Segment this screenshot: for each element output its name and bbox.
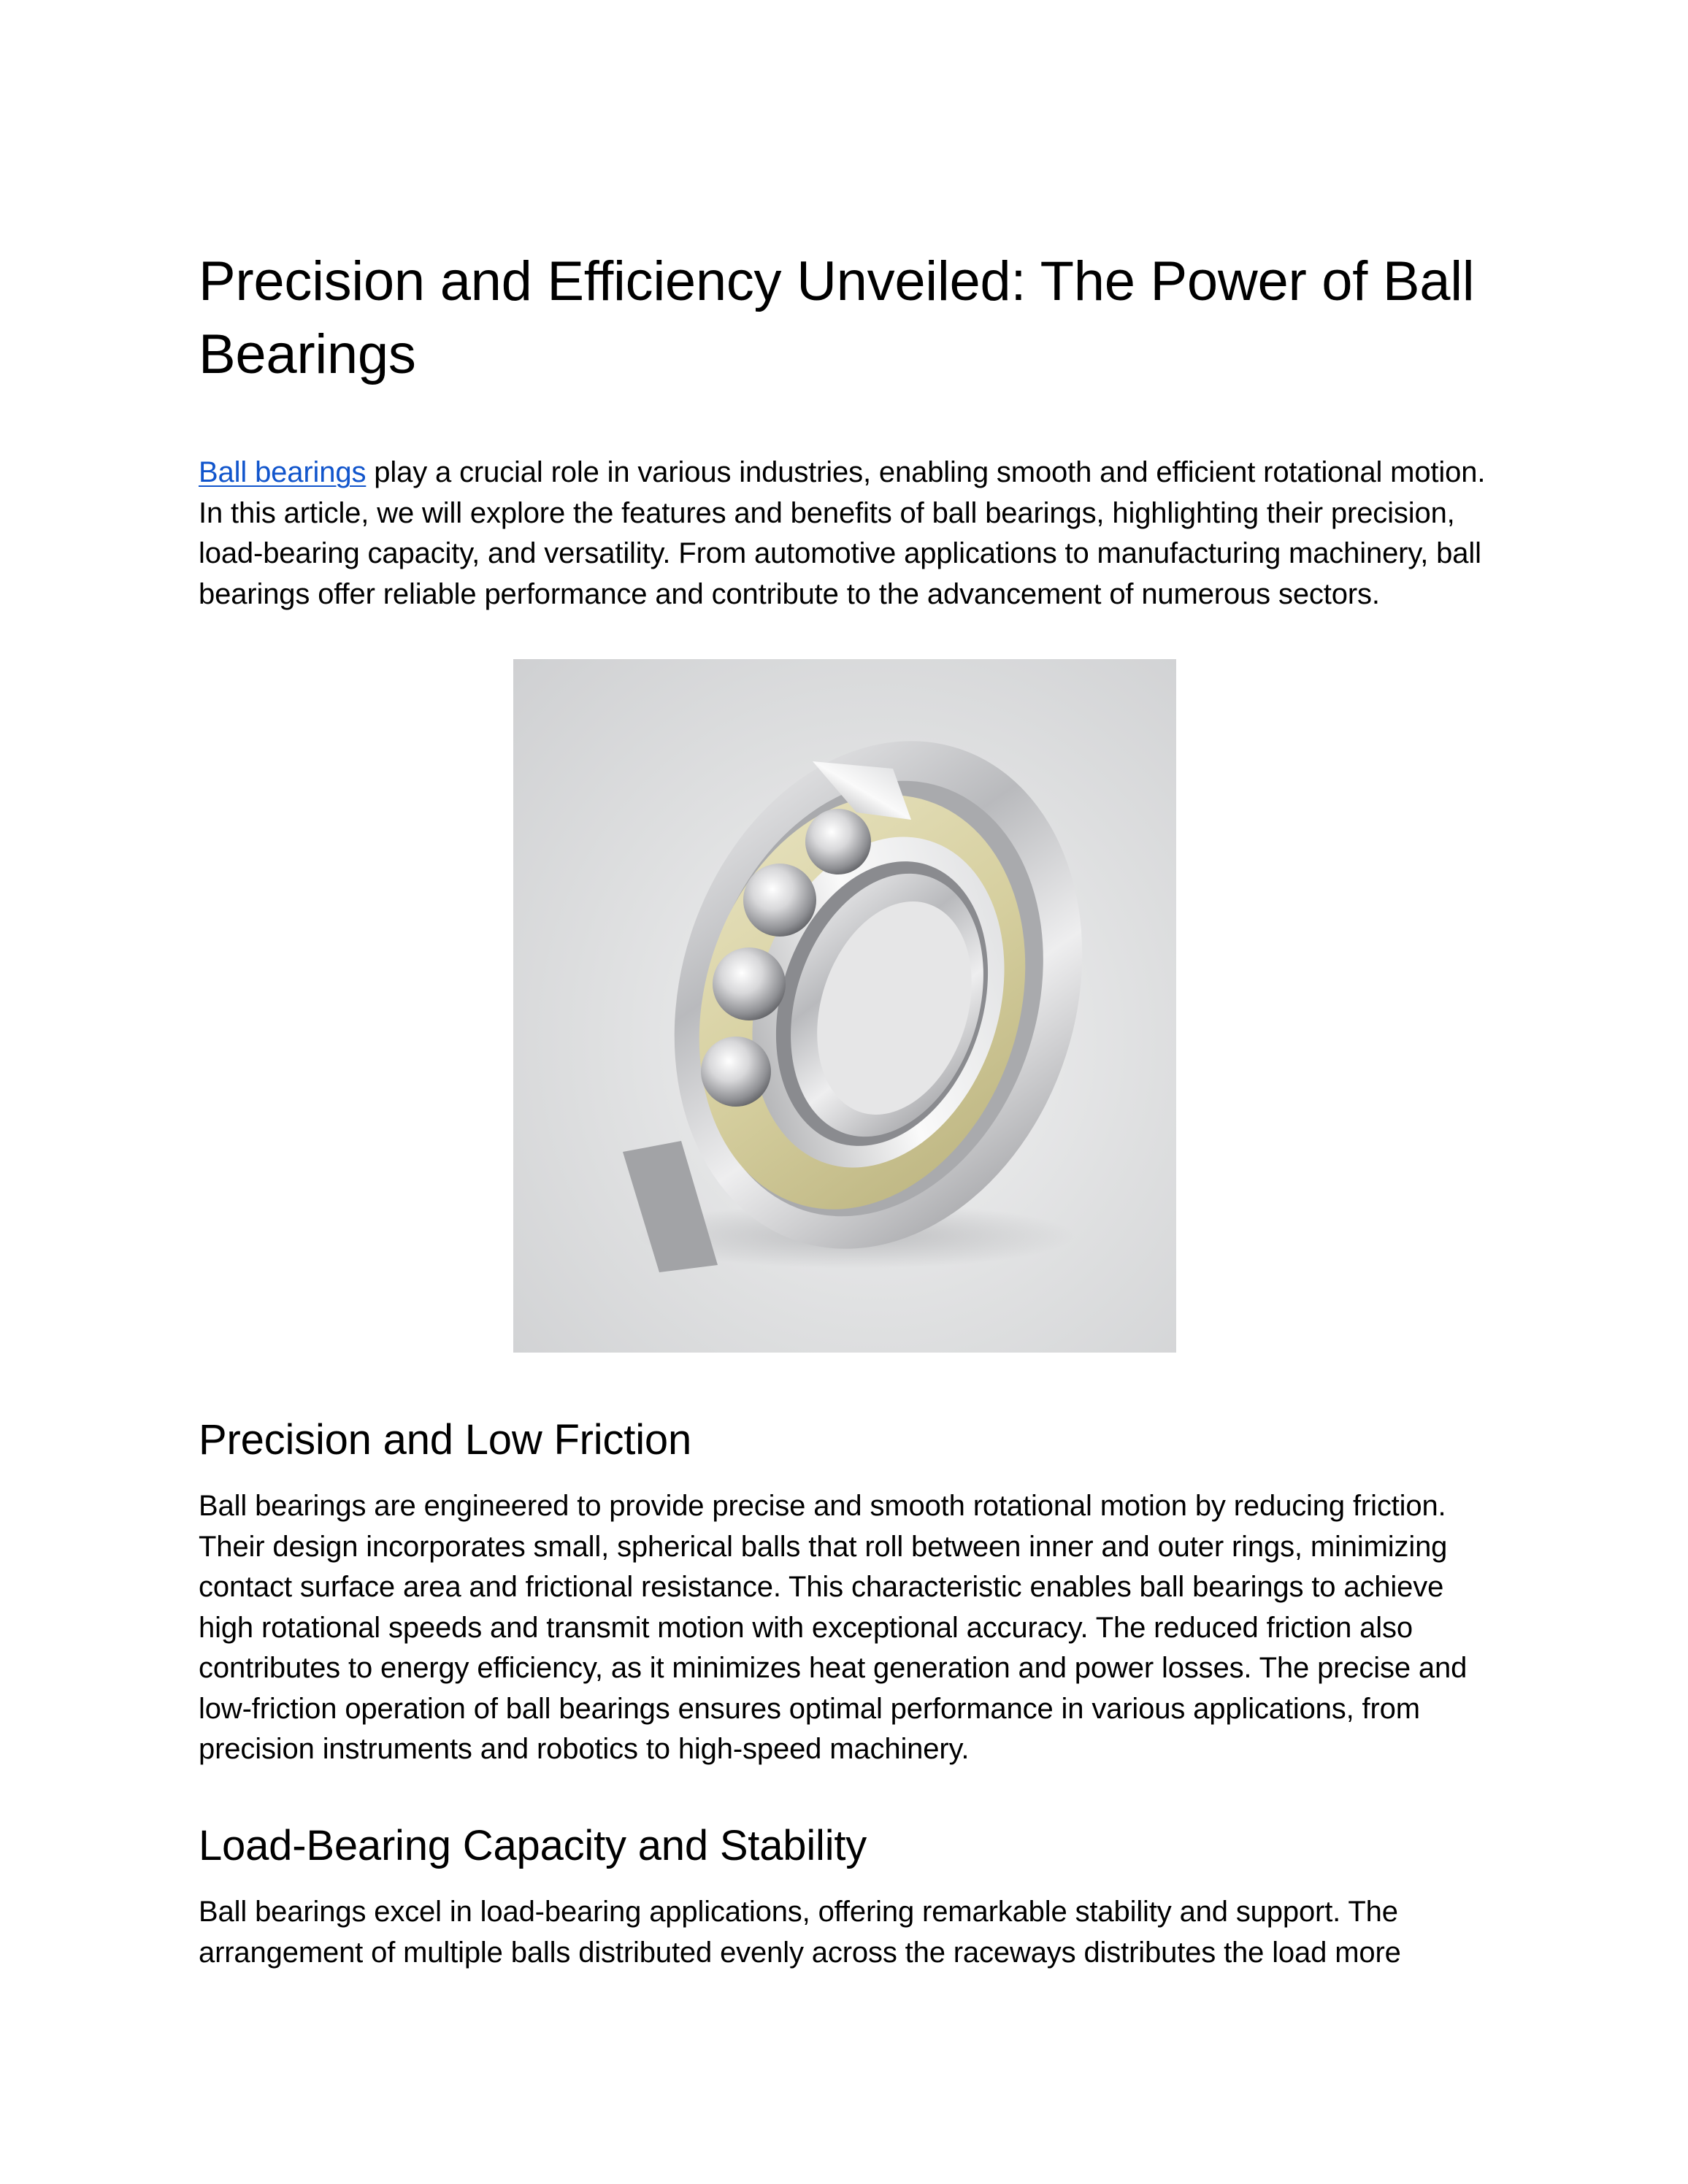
ball-bearing-illustration [513,659,1176,1353]
intro-text: play a crucial role in various industries, enabling smooth and efficient rotational motion. In this article, we will explore the features and benefits of ball bearings, highlighting their precision, load-bearing capacity, and versatility. From automotive applications to manufacturing machinery, ball bearings offer reliable performance and contribute to the advancement of numerous sectors. [199,456,1486,610]
section-heading-precision: Precision and Low Friction [199,1416,691,1464]
section-body-load-bearing: Ball bearings excel in load-bearing applications, offering remarkable stability and support. The arrangement of multiple balls distributed evenly across the raceways distributes the load more [199,1896,1401,1969]
section-body-precision: Ball bearings are engineered to provide precise and smooth rotational motion by reducing friction. Their design incorporates small, spherical balls that roll between inner and outer rings, minimizing contact surface area and frictional resistance. This characteristic enables ball bearings to achieve high rotational speeds and transmit motion with exceptional accuracy. The reduced friction also contributes to energy efficiency, as it minimizes heat generation and power losses. The precise and low-friction operation of ball bearings ensures optimal performance in various applications, from precision instruments and robotics to high-speed machinery. [199,1490,1468,1765]
section-heading-load-bearing: Load-Bearing Capacity and Stability [199,1822,867,1869]
ball-bearing-image [513,659,1176,1353]
ball-bearings-link[interactable]: Ball bearings [199,456,367,488]
intro-paragraph [199,453,1498,615]
article-title: Precision and Efficiency Unveiled: The Power of Ball Bearings [199,250,1475,385]
